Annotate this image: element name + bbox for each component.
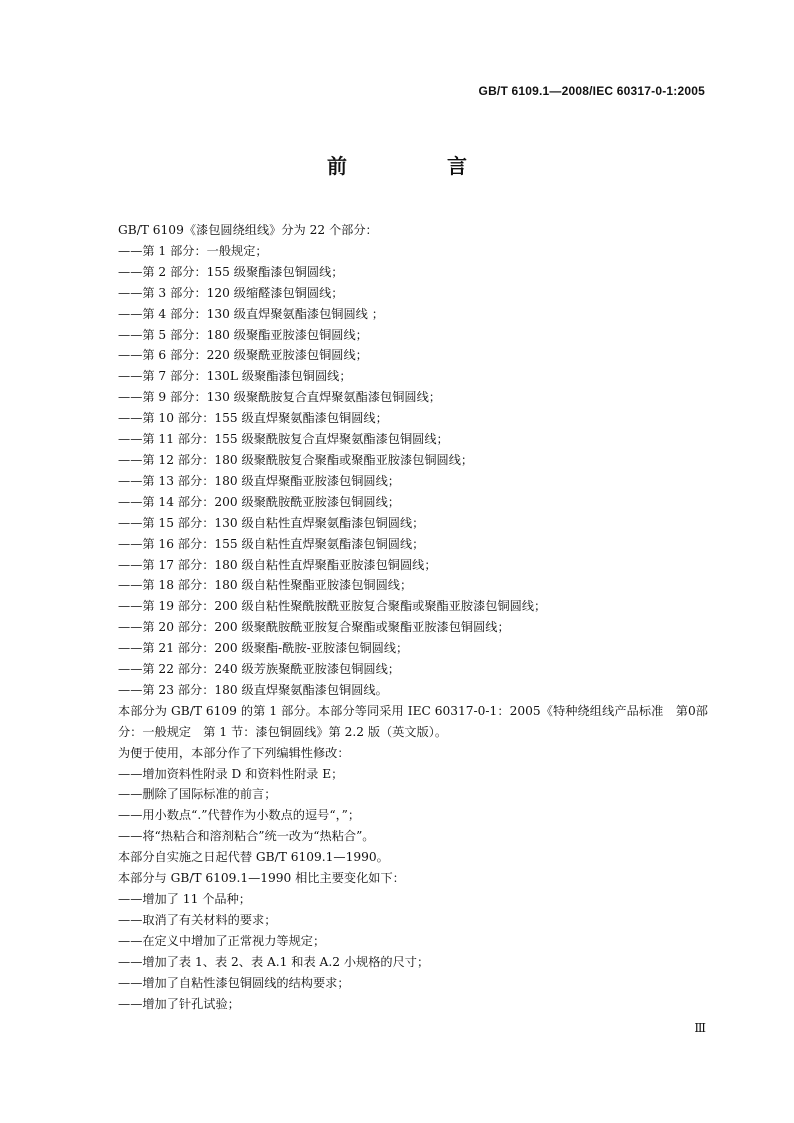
list-item: ——用小数点“.”代替作为小数点的逗号“，”； (118, 808, 361, 823)
list-item: ——第 7 部分：130L 级聚酯漆包铜圆线； (118, 369, 352, 384)
list-item: ——增加资料性附录 D 和资料性附录 E； (118, 766, 344, 781)
list-item: ——第 1 部分：一般规定； (118, 243, 268, 258)
adoption-paragraph: 本部分为 GB/T 6109 的第 1 部分。本部分等同采用 IEC 60317-0-1：2005《特种绕组线产品标准 第0部分：一般规定 第 1 节：漆包铜圆线》第 2.2 版（英文版）。 (118, 703, 708, 739)
text-line: 为便于使用，本部分作了下列编辑性修改： (118, 745, 350, 760)
page-number: Ⅲ (694, 1021, 706, 1035)
list-item: ——第 21 部分：200 级聚酯-酰胺-亚胺漆包铜圆线； (118, 641, 409, 656)
list-item: ——第 23 部分：180 级直焊聚氨酯漆包铜圆线。 (118, 682, 388, 697)
list-item: ——第 6 部分：220 级聚酰亚胺漆包铜圆线； (118, 348, 368, 363)
list-item: ——第 22 部分：240 级芳族聚酰亚胺漆包铜圆线； (118, 662, 400, 677)
list-item: ——增加了 11 个品种； (118, 892, 251, 906)
list-item: ——增加了自粘性漆包铜圆线的结构要求； (118, 975, 350, 990)
list-item: ——第 9 部分：130 级聚酰胺复合直焊聚氨酯漆包铜圆线； (118, 390, 441, 405)
list-item: ——第 14 部分：200 级聚酰胺酰亚胺漆包铜圆线； (118, 494, 400, 509)
list-item: ——第 17 部分：180 级自粘性直焊聚酯亚胺漆包铜圆线； (118, 557, 437, 572)
list-item: ——在定义中增加了正常视力等规定； (118, 933, 326, 948)
text-line: 本部分与 GB/T 6109.1—1990 相比主要变化如下： (118, 871, 405, 886)
list-item: ——第 3 部分：120 级缩醛漆包铜圆线； (118, 285, 344, 300)
list-item: ——将“热粘合和溶剂粘合”统一改为“热粘合”。 (118, 829, 375, 844)
list-item: ——第 10 部分：155 级直焊聚氨酯漆包铜圆线； (118, 411, 388, 426)
document-body (88, 220, 708, 1014)
list-item: ——第 16 部分：155 级自粘性直焊聚氨酯漆包铜圆线； (118, 536, 425, 551)
page-title: 前 言 (327, 154, 507, 178)
list-item: ——第 13 部分：180 级直焊聚酯亚胺漆包铜圆线； (118, 473, 400, 488)
list-item: ——增加了表 1、表 2、表 A.1 和表 A.2 小规格的尺寸； (118, 954, 430, 969)
list-item: ——第 2 部分：155 级聚酯漆包铜圆线； (118, 264, 344, 279)
list-item: ——取消了有关材料的要求； (118, 912, 277, 927)
list-item: ——第 5 部分：180 级聚酯亚胺漆包铜圆线； (118, 327, 368, 342)
list-item: ——第 19 部分：200 级自粘性聚酰胺酰亚胺复合聚酯或聚酯亚胺漆包铜圆线； (118, 599, 547, 614)
list-item: ——第 12 部分：180 级聚酰胺复合聚酯或聚酯亚胺漆包铜圆线； (118, 452, 474, 467)
text-line: GB/T 6109《漆包圆绕组线》分为 22 个部分： (118, 223, 378, 237)
text-line: 本部分自实施之日起代替 GB/T 6109.1—1990。 (118, 850, 389, 865)
list-item: ——第 4 部分：130 级直焊聚氨酯漆包铜圆线 ； (118, 306, 384, 321)
list-item: ——第 11 部分：155 级聚酰胺复合直焊聚氨酯漆包铜圆线； (118, 432, 449, 447)
list-item: ——删除了国际标准的前言； (118, 787, 277, 802)
list-item: ——第 18 部分：180 级自粘性聚酯亚胺漆包铜圆线； (118, 578, 413, 593)
list-item: ——第 15 部分：130 级自粘性直焊聚氨酯漆包铜圆线； (118, 515, 425, 530)
list-item: ——第 20 部分：200 级聚酰胺酰亚胺复合聚酯或聚酯亚胺漆包铜圆线； (118, 620, 510, 635)
list-item: ——增加了针孔试验； (118, 996, 240, 1011)
document-header: GB/T 6109.1—2008/IEC 60317-0-1:2005 (478, 84, 705, 98)
